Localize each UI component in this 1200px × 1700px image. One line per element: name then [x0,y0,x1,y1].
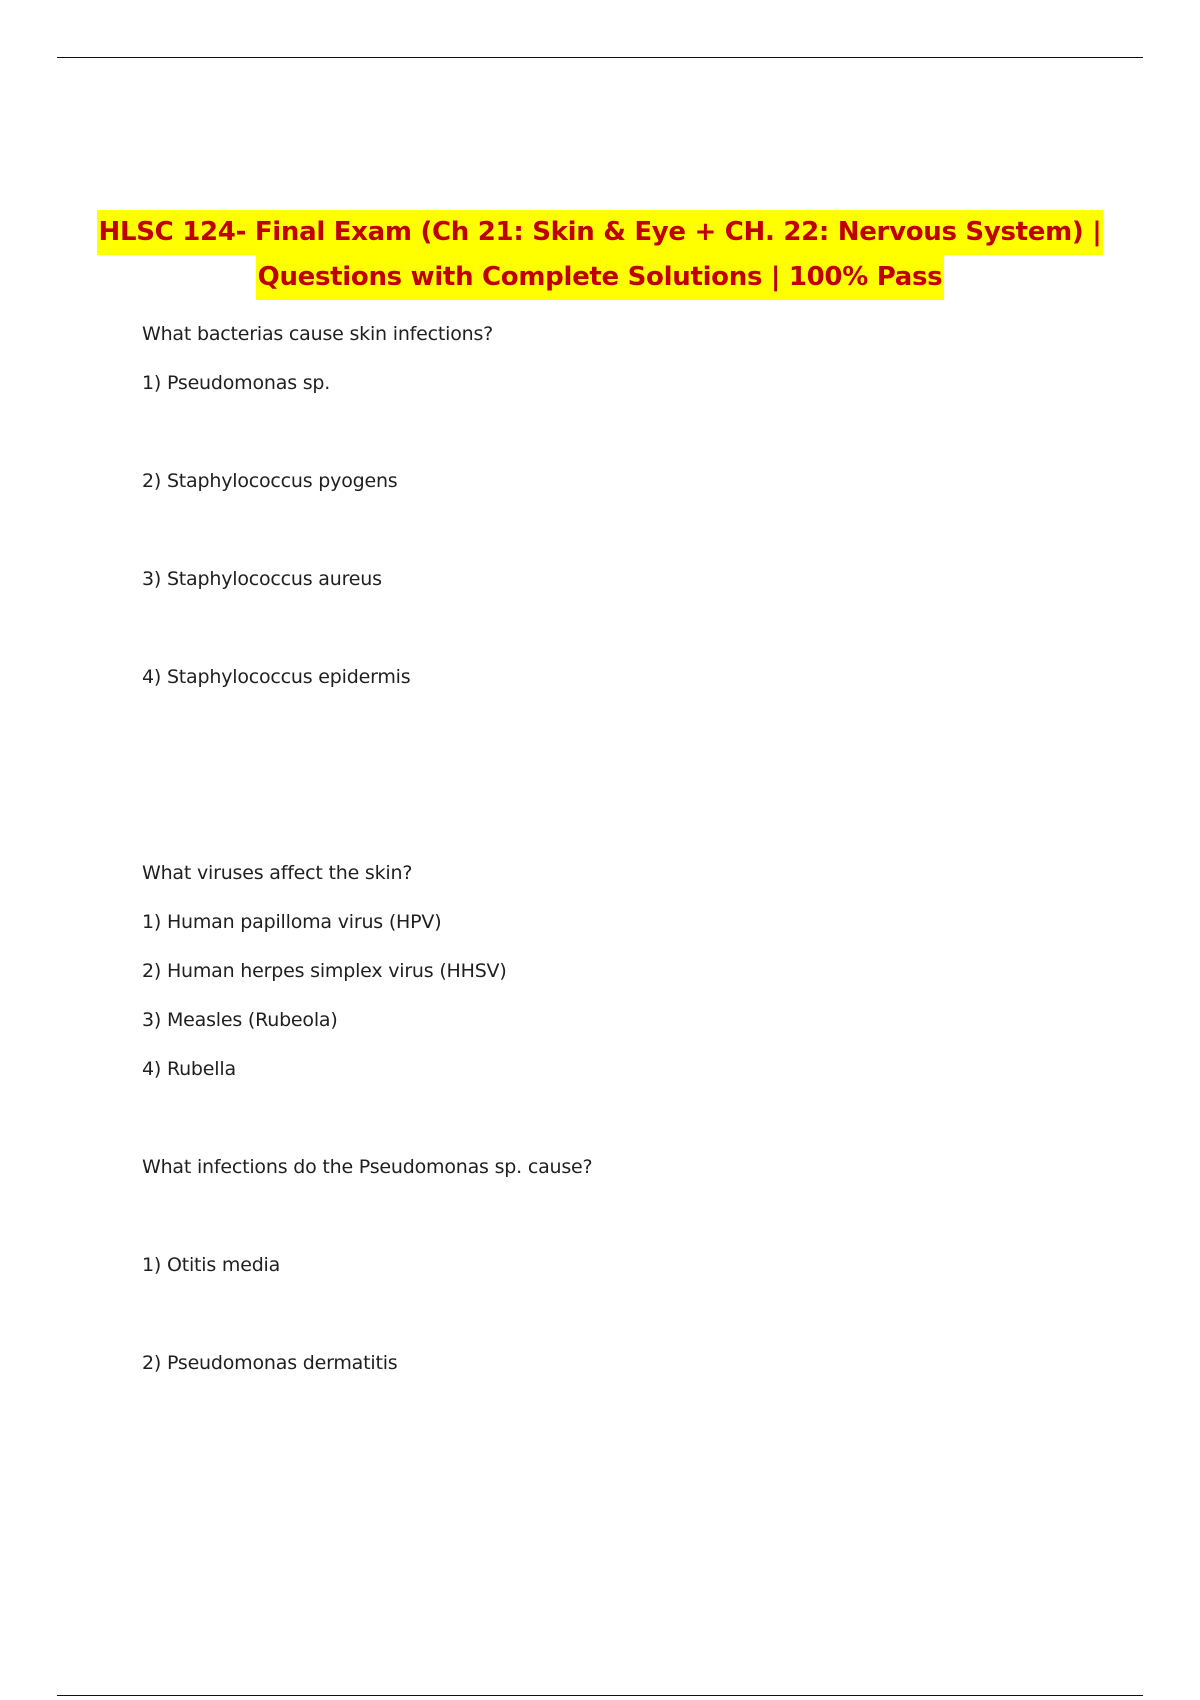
question-1-answer-2: 2) Staphylococcus pyogens [142,470,398,492]
document-title [0,210,1200,300]
question-1: What bacterias cause skin infections? [142,323,494,345]
question-2: What viruses affect the skin? [142,862,413,884]
question-3-answer-1: 1) Otitis media [142,1254,281,1276]
question-2-answer-3: 3) Measles (Rubeola) [142,1009,338,1031]
question-1-answer-1: 1) Pseudomonas sp. [142,372,331,394]
title-line-1: HLSC 124- Final Exam (Ch 21: Skin & Eye + CH. 22: Nervous System) | [97,210,1104,255]
header-rule [57,57,1143,58]
question-3: What infections do the Pseudomonas sp. cause? [142,1156,593,1178]
question-2-answer-2: 2) Human herpes simplex virus (HHSV) [142,960,507,982]
question-3-answer-2: 2) Pseudomonas dermatitis [142,1352,398,1374]
question-2-answer-4: 4) Rubella [142,1058,236,1080]
question-1-answer-4: 4) Staphylococcus epidermis [142,666,411,688]
title-line-2: Questions with Complete Solutions | 100% Pass [256,255,945,300]
footer-rule [57,1695,1143,1696]
question-1-answer-3: 3) Staphylococcus aureus [142,568,382,590]
question-2-answer-1: 1) Human papilloma virus (HPV) [142,911,442,933]
